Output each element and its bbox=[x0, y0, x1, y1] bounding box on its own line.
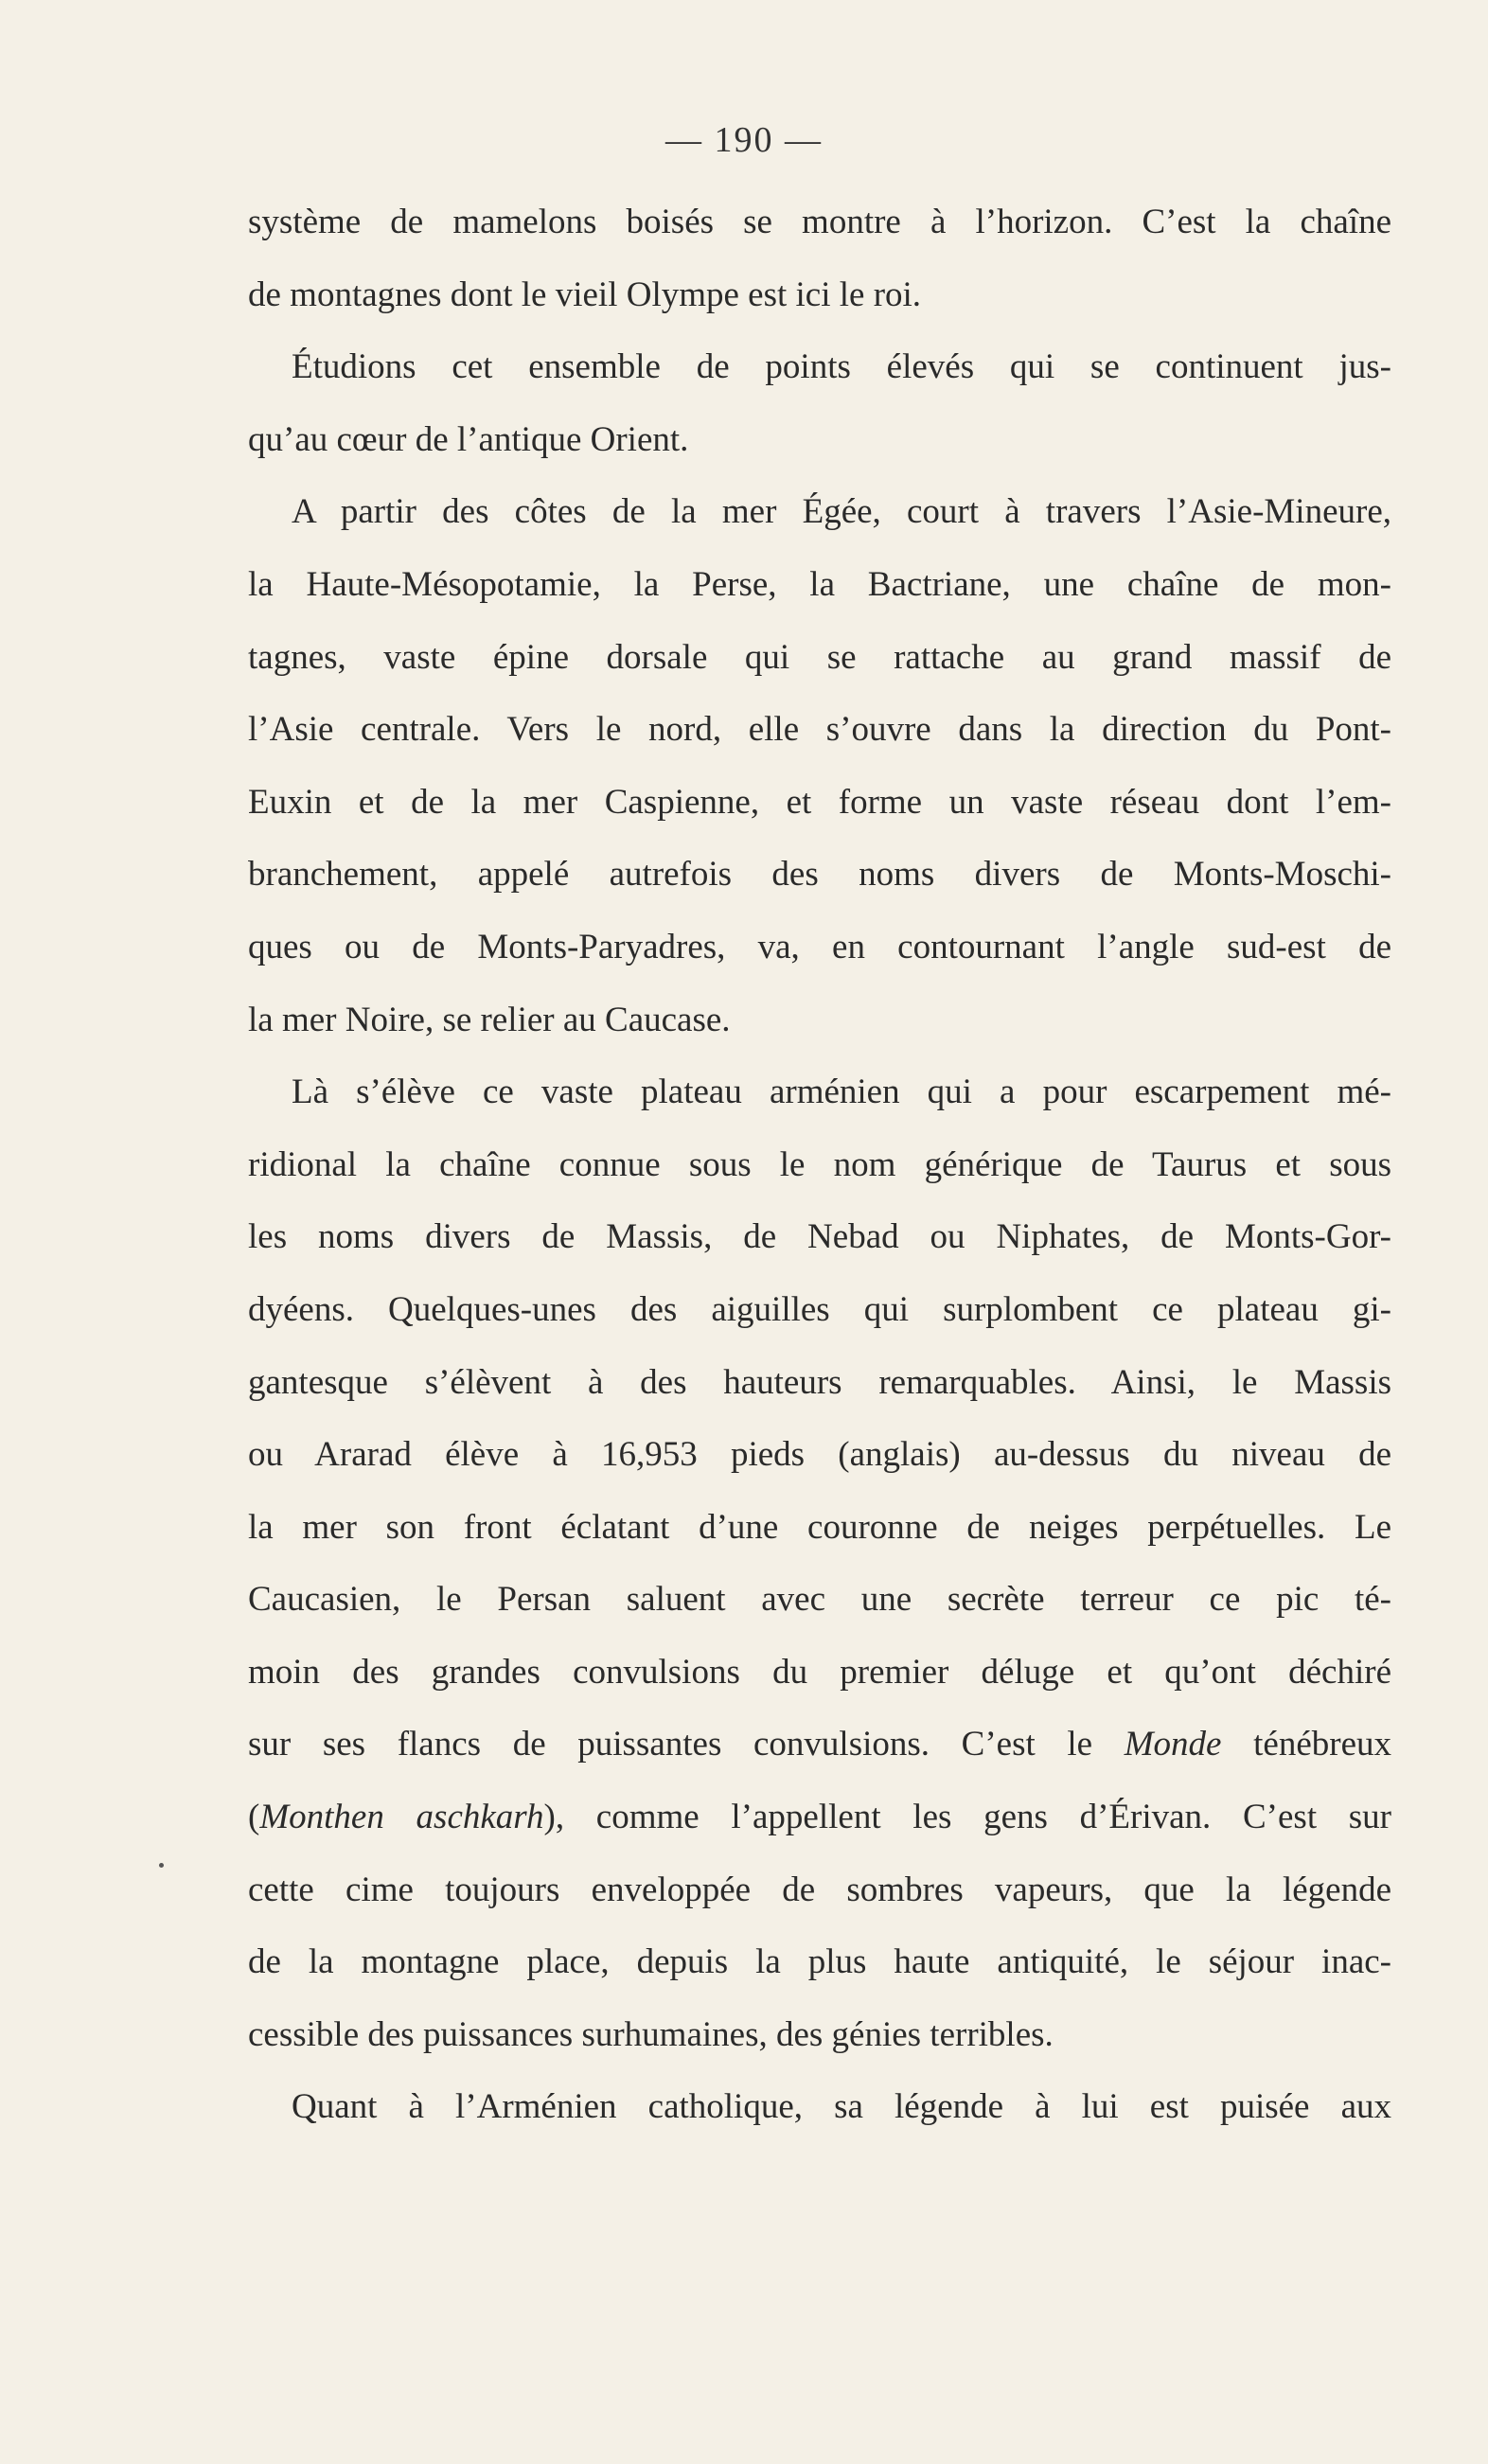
text-line: l’Asie centrale. Vers le nord, elle s’ouvre dans la direction du Pont- bbox=[248, 710, 1391, 750]
text-line: tagnes, vaste épine dorsale qui se rattache au grand massif de bbox=[248, 637, 1391, 677]
text-line: les noms divers de Massis, de Nebad ou Niphates, de Monts-Gor- bbox=[248, 1217, 1391, 1257]
page-number: — 190 — bbox=[665, 120, 823, 160]
text-line: (Monthen aschkarh), comme l’appellent les gens d’Érivan. C’est sur bbox=[248, 1798, 1391, 1837]
text-line: la mer son front éclatant d’une couronne de neiges perpétuelles. Le bbox=[248, 1507, 1391, 1547]
italic-term: Monthen aschkarh bbox=[259, 1798, 544, 1837]
text-line: cette cime toujours enveloppée de sombres vapeurs, que la légende bbox=[248, 1870, 1391, 1909]
text-line: la Haute-Mésopotamie, la Perse, la Bactriane, une chaîne de mon- bbox=[248, 564, 1391, 604]
text-line: Là s’élève ce vaste plateau arménien qui a pour escarpement mé- bbox=[292, 1072, 1391, 1112]
text-line: la mer Noire, se relier au Caucase. bbox=[248, 1000, 731, 1039]
text-line: qu’au cœur de l’antique Orient. bbox=[248, 419, 689, 459]
text-line: ques ou de Monts-Paryadres, va, en contournant l’angle sud-est de bbox=[248, 927, 1391, 966]
text-line: de montagnes dont le vieil Olympe est ici le roi. bbox=[248, 275, 922, 314]
text-line: sur ses flancs de puissantes convulsions. C’est le Monde ténébreux bbox=[248, 1725, 1391, 1764]
print-speck bbox=[159, 1863, 164, 1868]
text-line: gantesque s’élèvent à des hauteurs remarquables. Ainsi, le Massis bbox=[248, 1362, 1391, 1402]
text-line: moin des grandes convulsions du premier déluge et qu’ont déchiré bbox=[248, 1652, 1391, 1692]
text-line: A partir des côtes de la mer Égée, court à travers l’Asie-Mineure, bbox=[292, 492, 1391, 532]
body-text bbox=[248, 186, 1391, 2144]
text-line: Quant à l’Arménien catholique, sa légende à lui est puisée aux bbox=[292, 2087, 1391, 2127]
text-line: ridional la chaîne connue sous le nom générique de Taurus et sous bbox=[248, 1144, 1391, 1184]
text-line: branchement, appelé autrefois des noms divers de Monts-Moschi- bbox=[248, 855, 1391, 895]
text-line: dyéens. Quelques-unes des aiguilles qui surplombent ce plateau gi- bbox=[248, 1289, 1391, 1329]
text-line: système de mamelons boisés se montre à l’horizon. C’est la chaîne bbox=[248, 203, 1391, 241]
text-line: de la montagne place, depuis la plus haute antiquité, le séjour inac- bbox=[248, 1942, 1391, 1982]
text-line: ou Ararad élève à 16,953 pieds (anglais) au-dessus du niveau de bbox=[248, 1435, 1391, 1475]
text-line: cessible des puissances surhumaines, des génies terribles. bbox=[248, 2014, 1054, 2054]
italic-term: Monde bbox=[1124, 1725, 1222, 1764]
text-line: Étudions cet ensemble de points élevés qui se continuent jus- bbox=[292, 347, 1391, 387]
text-line: Euxin et de la mer Caspienne, et forme un vaste réseau dont l’em- bbox=[248, 782, 1391, 822]
text-line: Caucasien, le Persan saluent avec une secrète terreur ce pic té- bbox=[248, 1580, 1391, 1620]
